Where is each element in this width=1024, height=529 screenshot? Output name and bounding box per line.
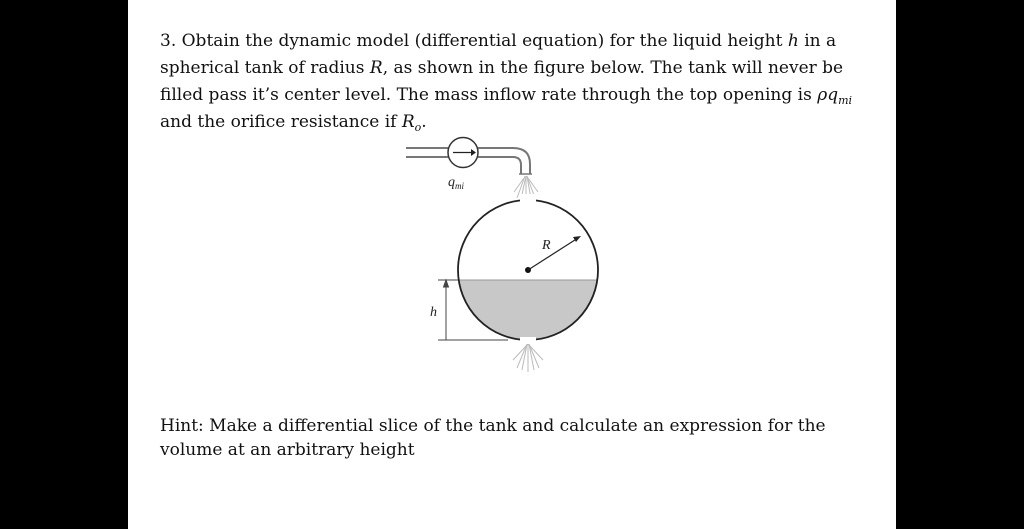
problem-line-1 [160, 28, 872, 55]
hint-line-2: volume at an arbitrary height [160, 440, 415, 460]
hint-text [160, 414, 872, 462]
top-opening [520, 194, 536, 202]
problem-statement [160, 28, 872, 136]
problem-text: in a [798, 31, 837, 51]
problem-line-2 [160, 55, 872, 82]
bottom-orifice [520, 337, 536, 345]
problem-text: 3. Obtain the dynamic model (differential equation) for the liquid height [160, 31, 788, 51]
outflow-spray [513, 344, 543, 372]
flow-meter [448, 138, 478, 168]
mass-inflow-subscript: mi [838, 94, 853, 107]
document-page [128, 0, 896, 529]
radius-label: R [542, 238, 551, 253]
inflow-label: $q_{mi}$ [448, 175, 464, 191]
height-label: h [430, 305, 437, 320]
mass-inflow-symbol: ρq [817, 85, 839, 105]
orifice-resistance-symbol: R [401, 112, 415, 132]
problem-text: spherical tank of radius [160, 58, 370, 78]
problem-text: . [421, 112, 427, 132]
problem-text: filled pass it’s center level. The mass inflow rate through the top opening is [160, 85, 818, 105]
problem-text: and the orifice resistance if [160, 112, 402, 132]
orifice-resistance-subscript: o [414, 121, 422, 134]
hint-line-1: Hint: Make a differential slice of the tank and calculate an expression for the [160, 416, 826, 436]
spherical-tank-figure [398, 132, 618, 382]
problem-text: , as shown in the figure below. The tank will never be [382, 58, 844, 78]
problem-line-3 [160, 82, 872, 109]
height-variable: h [787, 31, 799, 51]
radius-line [525, 236, 581, 273]
radius-variable: R [369, 58, 383, 78]
